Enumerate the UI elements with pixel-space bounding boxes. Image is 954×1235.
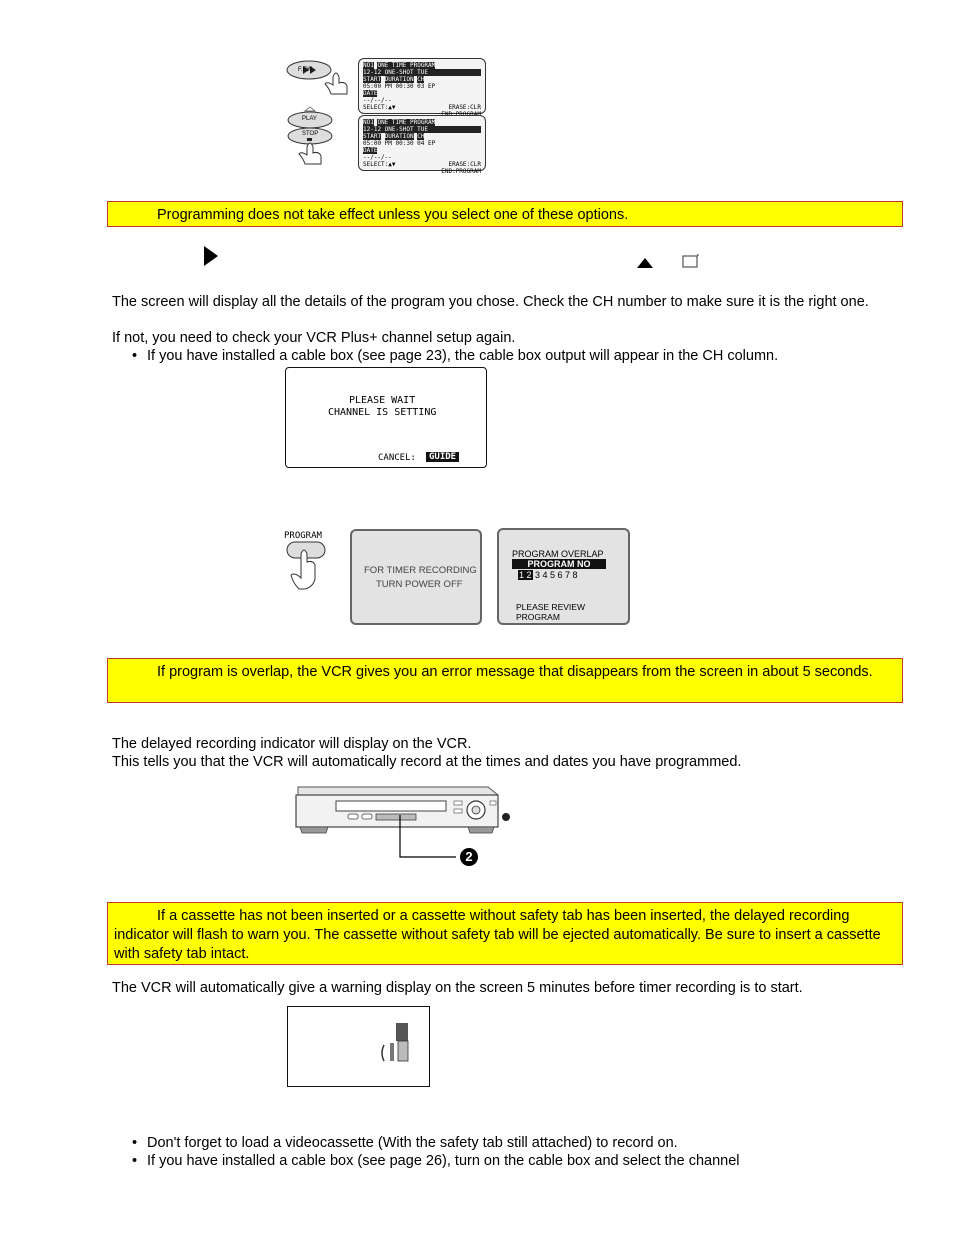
program-overlap-title: PROGRAM OVERLAP [512, 549, 604, 559]
lcd1-row1-right: ONE TIME PROGRAM [377, 62, 436, 69]
lcd2-row3-mid: DURATION [384, 133, 414, 140]
ffw-button-label: F.FW [298, 67, 312, 73]
paragraph-indicator: The delayed recording indicator will display on the VCR. [112, 736, 472, 752]
program-button-label: PROGRAM [284, 531, 322, 541]
vcr-callout-number: 2 [460, 848, 478, 866]
lcd2-end: END:PROGRAM [441, 168, 481, 175]
bullet-cable-box-ch: • If you have installed a cable box (see page 23), the cable box output will appear in the CH column. [132, 348, 779, 364]
bullet-cable-box-channel: • If you have installed a cable box (see page 26), turn on the cable box and select the channel [132, 1153, 740, 1169]
timer-recording-text: FOR TIMER RECORDING [364, 565, 477, 576]
lcd2-date-value: --/--/-- [363, 154, 392, 161]
lcd1-select: SELECT:▲▼ [363, 104, 396, 111]
lcd1-row3-mid: DURATION [384, 76, 414, 83]
note-programming-text: Programming does not take effect unless you select one of these options. [157, 207, 629, 223]
bullet-cable-box-channel-text: If you have installed a cable box (see page 26), turn on the cable box and select the channel [147, 1153, 740, 1169]
square-button-icon [682, 254, 700, 268]
lcd2-row2: 12-12 ONE-SHOT TUE [363, 126, 481, 133]
lcd2-row1-right: ONE TIME PROGRAM [377, 119, 436, 126]
channel-setting-screen [285, 367, 487, 468]
program-numbers-rest: 3 4 5 6 7 8 [535, 570, 578, 580]
program-numbers [518, 570, 578, 580]
note-overlap [107, 658, 903, 703]
bullet-load-cassette-text: Don't forget to load a videocassette (With the safety tab still attached) to record on. [147, 1135, 678, 1151]
note-cassette [107, 902, 903, 965]
lcd1-row4: 05:00 PM 00:30 03 EP [363, 83, 436, 90]
please-wait-text: PLEASE WAIT [349, 395, 416, 406]
play-button-label: PLAY [302, 116, 317, 122]
stop-button-label: STOP [302, 131, 319, 137]
note-overlap-text: If program is overlap, the VCR gives you an error message that disappears from the screen in about 5 seconds. [157, 664, 873, 680]
lcd2-date-label: DATE [363, 147, 378, 154]
play-arrow-icon [203, 245, 219, 267]
note-programming [107, 201, 903, 227]
channel-setting-text: CHANNEL IS SETTING [328, 407, 437, 418]
lcd1-row3-left: START [363, 76, 382, 83]
lcd2-row4: 05:00 PM 00:30 04 EP [363, 140, 436, 147]
program-lcd-screen-1 [358, 58, 486, 114]
lcd1-row3-right: CH [417, 76, 425, 83]
turn-power-off-text: TURN POWER OFF [376, 579, 463, 590]
timer-power-off-screen [350, 529, 482, 625]
lcd1-erase: ERASE:CLR [448, 104, 481, 111]
guide-label: GUIDE [426, 452, 459, 462]
lcd2-row3-right: CH [417, 133, 425, 140]
program-no-bar: PROGRAM NO [512, 559, 606, 569]
lcd2-select: SELECT:▲▼ [363, 161, 396, 168]
warning-display-screen [287, 1006, 430, 1087]
ffw-button-icon [283, 57, 355, 97]
paragraph-auto-record: This tells you that the VCR will automatically record at the times and dates you have programmed. [112, 754, 742, 770]
lcd1-row2: 12-12 ONE-SHOT TUE [363, 69, 481, 76]
cancel-label: CANCEL: [378, 453, 416, 463]
top-figure [280, 55, 490, 175]
program-overlap-screen [497, 528, 630, 625]
lcd2-row3-left: START [363, 133, 382, 140]
paragraph-details: The screen will display all the details of the program you chose. Check the CH number to make sure it is the right one. [112, 294, 869, 310]
lcd1-date-value: --/--/-- [363, 97, 392, 104]
lcd1-date-label: DATE [363, 90, 378, 97]
warning-marks-icon [368, 1021, 418, 1071]
bullet-cable-box-ch-text: If you have installed a cable box (see page 23), the cable box output will appear in the CH column. [147, 348, 779, 364]
lcd1-row1-left: NO1 [363, 62, 374, 69]
note-cassette-text: If a cassette has not been inserted or a cassette without safety tab has been inserted, the delayed recording indicator will flash to warn you. The cassette without safety tab will be ejected automatically. Be sure to insert a cassette with safety tab intact. [114, 908, 881, 962]
bullet-load-cassette: • Don't forget to load a videocassette (With the safety tab still attached) to record on. [132, 1135, 678, 1151]
program-numbers-highlight: 1 2 [519, 570, 532, 580]
lcd2-erase: ERASE:CLR [448, 161, 481, 168]
paragraph-warning-display: The VCR will automatically give a warning display on the screen 5 minutes before timer recording is to start. [112, 980, 803, 996]
paragraph-check-setup: If not, you need to check your VCR Plus+ channel setup again. [112, 330, 516, 346]
review-program-text: PLEASE REVIEW PROGRAM [516, 602, 585, 622]
program-lcd-screen-2 [358, 115, 486, 175]
up-arrow-icon [636, 257, 654, 269]
lcd2-row1-left: NO1 [363, 119, 374, 126]
